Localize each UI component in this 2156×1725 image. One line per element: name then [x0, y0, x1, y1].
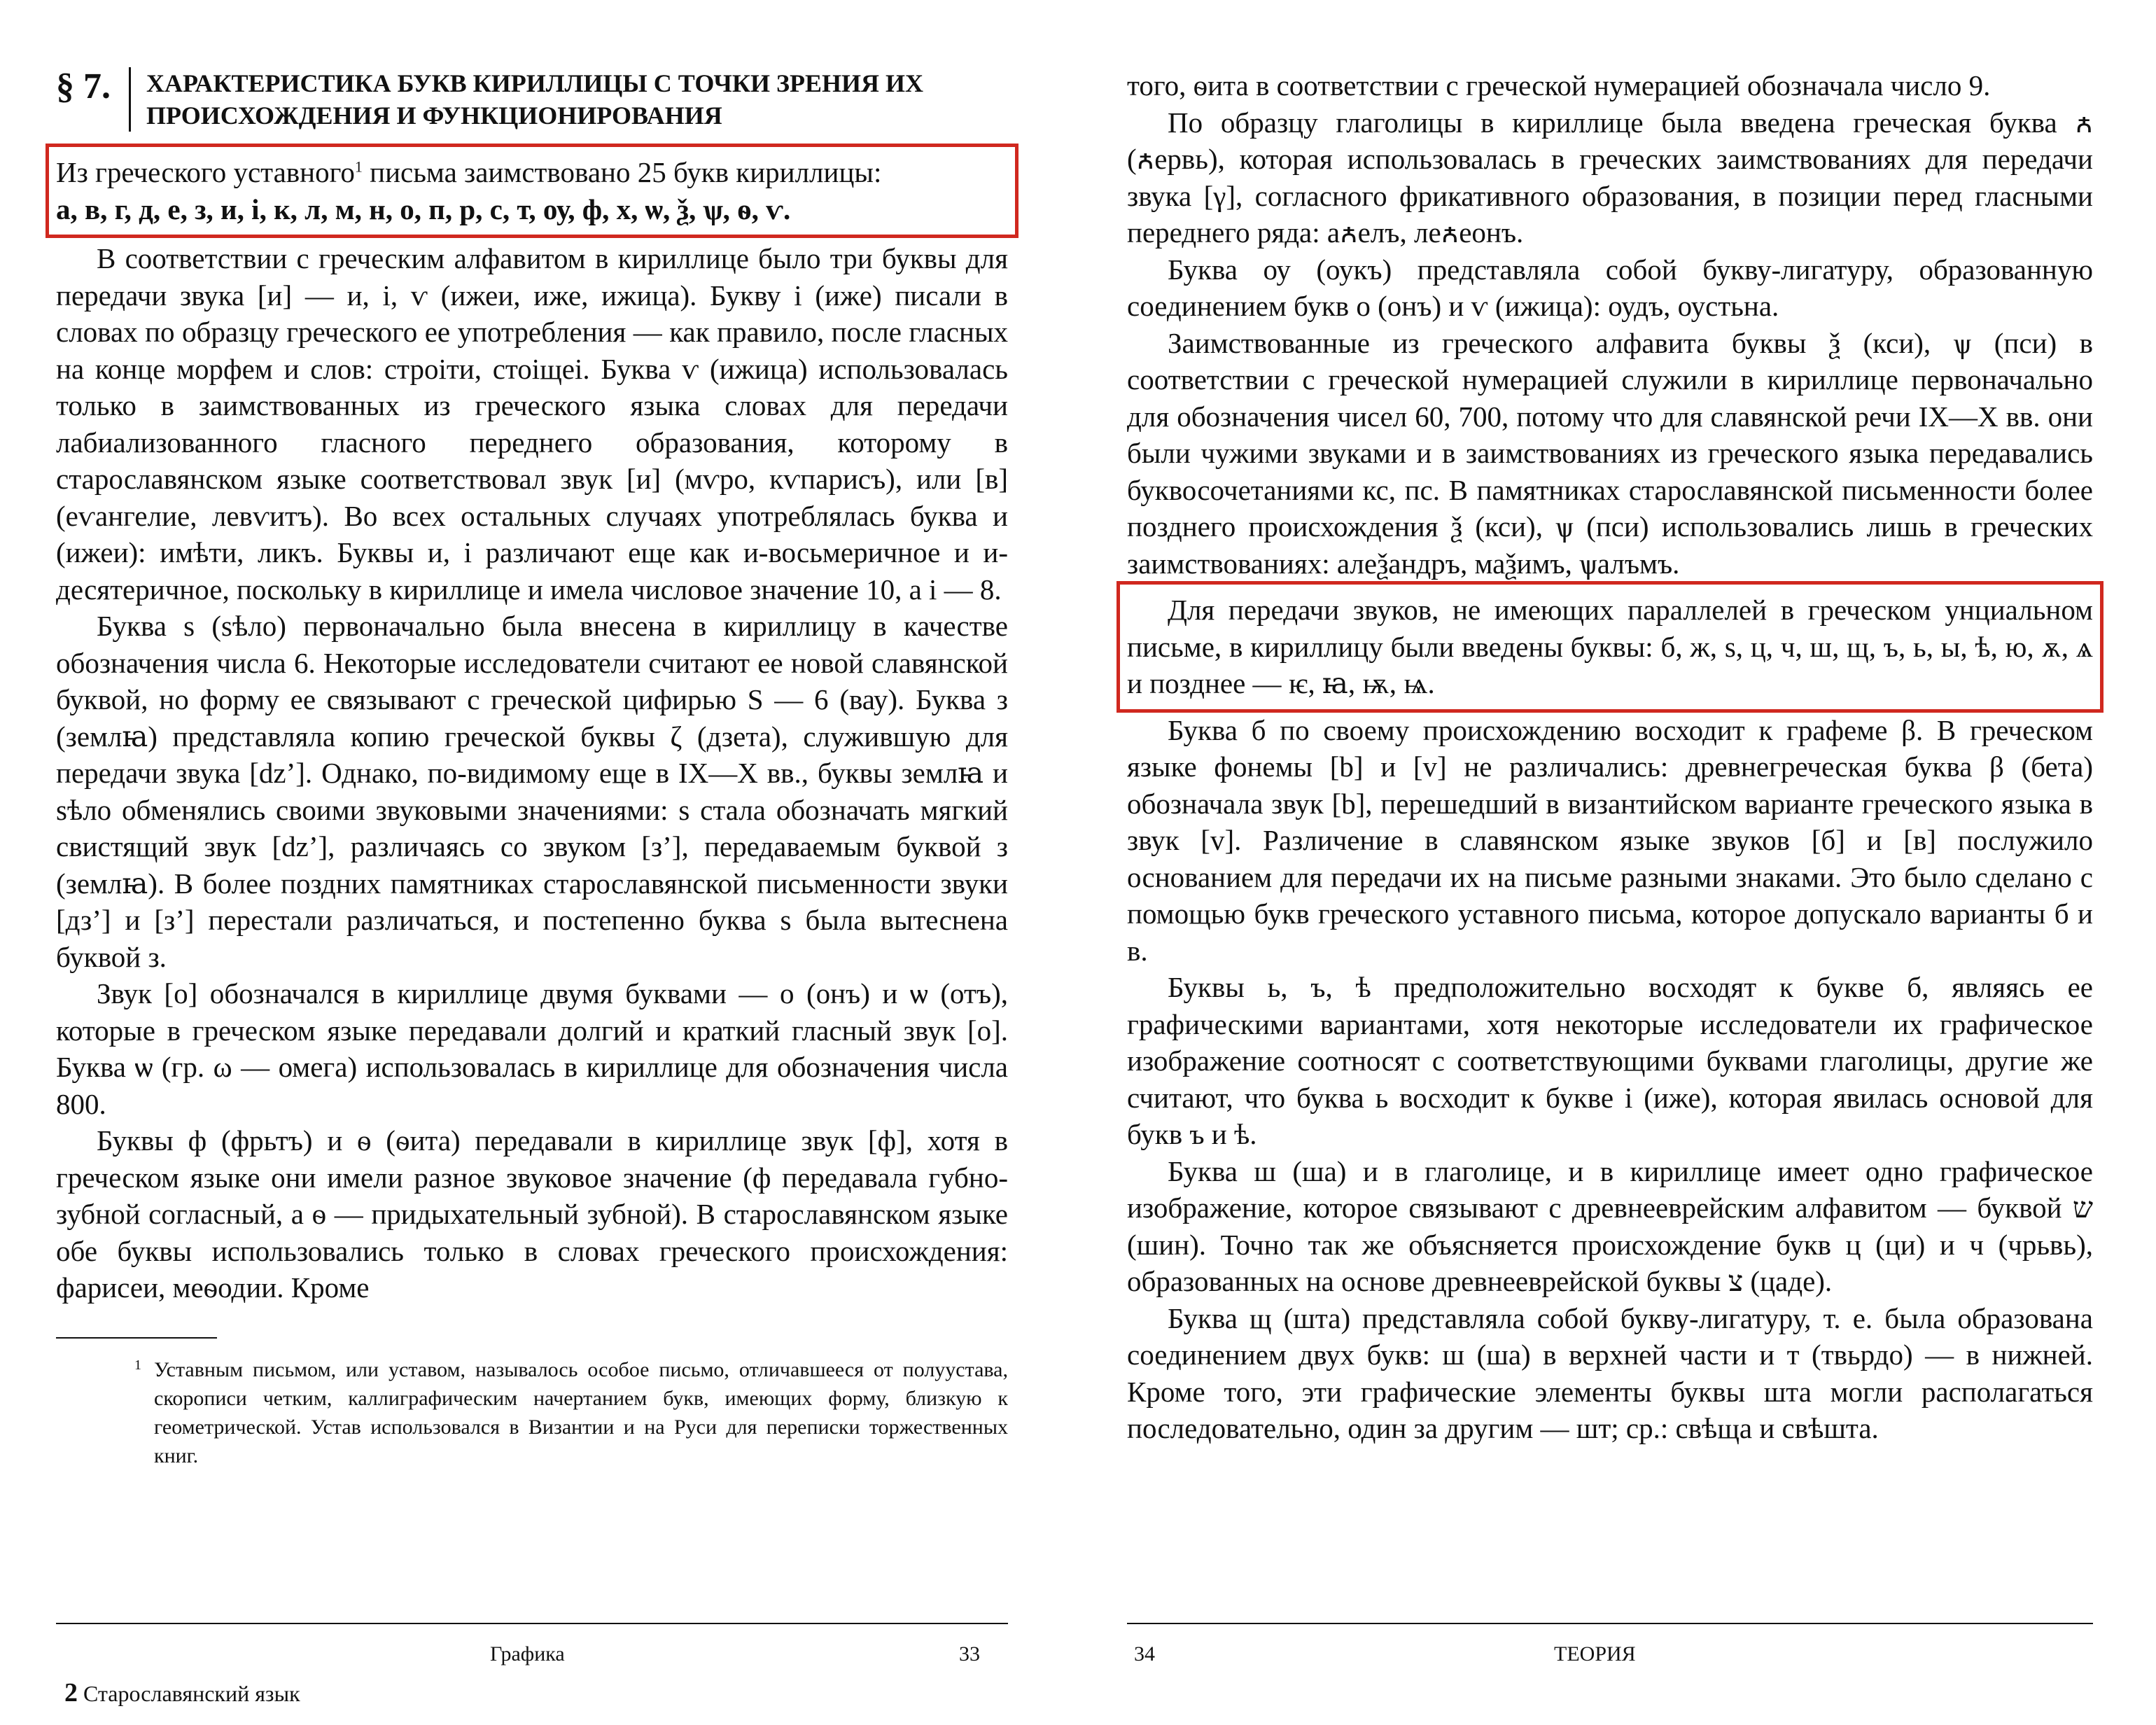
footnote: [56, 1355, 1008, 1470]
page-number: 34: [1134, 1642, 1155, 1665]
paragraph-shta: Буква щ (шта) представляла собой букву-лигатуру, т. е. была образована соединением двух букв: ш (ша) в верхней части и т (твьрдо) — в нижней. Кроме того, эти графические элементы буквы шта могли располагаться последовательно, один за другим — шт; ср.: свѣща и свѣшта.: [1127, 1301, 2093, 1444]
paragraph-o-sound: Звук [о] обозначался в кириллице двумя буквами — о (онъ) и ѡ (отъ), которые в греческом языке передавали долгий и краткий гласный звук [о]. Буква ѡ (гр. ω — омега) использовалась в кириллице для обозначения числа 800.: [56, 977, 1008, 1120]
signature-number: 2: [64, 1678, 78, 1707]
printer-signature: [64, 1677, 300, 1708]
paragraph-new-letters: Для передачи звуков, не имеющих параллелей в греческом унциальном письме, в кириллицу были введены буквы: б, ж, ѕ, ц, ч, ш, щ, ъ, ь, ы, ѣ, ю, ѫ, ѧ и позднее — ѥ, ꙗ, ѭ, ѩ.: [1127, 594, 2093, 699]
running-title: Графика: [490, 1642, 565, 1665]
paragraph-text: Из греческого уставного: [56, 156, 355, 188]
paragraph-uk: Буква оу (оукъ) представляла собой букву-лигатуру, образованную соединением букв о (онъ) и ѵ (ижица): оудъ, оустьна.: [1127, 253, 2093, 322]
section-title: ХАРАКТЕРИСТИКА БУКВ КИРИЛЛИЦЫ С ТОЧКИ ЗРЕНИЯ ИХ ПРОИСХОЖДЕНИЯ И ФУНКЦИОНИРОВАНИЯ: [129, 67, 1008, 132]
paragraph-borrowed-letters: [56, 154, 1008, 191]
page-number: 33: [959, 1642, 980, 1665]
right-page: [1127, 67, 2093, 1447]
signature-text: Старославянский язык: [83, 1681, 300, 1706]
highlight-box-borrowed-letters: [56, 154, 1008, 228]
section-number: § 7.: [56, 67, 111, 106]
paragraph-ksi-psi: Заимствованные из греческого алфавита буквы ѯ (кси), ѱ (пси) в соответствии с греческой нумерацией служили в кириллице первоначально для обозначения чисел 60, 700, потому что для славянской речи IX—X вв. они были чужими звуками и в заимствованиях из греческого языка передавались буквосочетаниями кс, пс. В памятниках старославянской письменности более позднего происхождения ѯ (кси), ѱ (пси) использовались лишь в греческих заимствованиях: алеѯандръ, маѯимъ, ѱалъмъ.: [1127, 326, 2093, 580]
borrowed-letters-list: а, в, г, д, е, з, и, і, к, л, м, н, о, п, р, с, т, оу, ф, х, ѡ, ѯ, ѱ, ѳ, ѵ.: [56, 193, 791, 225]
left-page-footer: [56, 1623, 1008, 1666]
paragraph-fita-continued: того, ѳита в соответствии с греческой нумерацией обозначала число 9.: [1127, 69, 1991, 102]
footnote-ref: 1: [354, 158, 363, 176]
footnote-rule: [56, 1337, 217, 1339]
footnote-text: Уставным письмом, или уставом, называлось особое письмо, отличавшееся от полуустава, скорописи четким, каллиграфическим начертанием букв, имеющих форму, близкую к геометрической. Устав использовался в Византии и на Руси для переписки торжественных книг.: [154, 1357, 1008, 1467]
footnote-mark: 1: [134, 1357, 141, 1373]
paragraph-gerv: По образцу глаголицы в кириллице была введена греческая буква ꙉ (ꙉервь), которая использовалась в греческих заимствованиях для передачи звука [γ], согласного фрикативного образования, в позиции перед гласными переднего ряда: аꙉелъ, леꙉеонъ.: [1127, 106, 2093, 249]
paragraph-sha: Буква ш (ша) и в глаголице, и в кириллице имеет одно графическое изображение, которое связывают с древнееврейским алфавитом — буквой ש (шин). Точно так же объясняется происхождение букв ц (ци) и ч (чрьвь), образованных на основе древнееврейской буквы צ (цаде).: [1127, 1154, 2093, 1297]
running-title: ТЕОРИЯ: [1554, 1642, 1636, 1665]
paragraph-text: письма заимствовано 25 букв кириллицы:: [362, 156, 882, 188]
highlight-box-new-letters: [1127, 592, 2093, 702]
paragraph-i-sound: В соответствии с греческим алфавитом в кириллице было три буквы для передачи звука [и] — и, і, ѵ (ижеи, иже, ижица). Букву і (иже) писали в словах по образцу греческого ее употребления — как правило, после гласных на конце морфем и слов: строіти, стоіщеі. Буква ѵ (ижица) использовалась только в заимствованных из греческого языка словах для передачи лабиализованного гласного переднего образования, которому в старославянском языке соответствовал звук [и] (мѵро, кѵпарисъ), или [в] (еѵангелие, левѵитъ). Во всех остальных случаях употреблялась буква и (ижеи): имѣти, ликъ. Буквы и, і различают еще как и-восьмеричное и и-десятеричное, поскольку в кириллице и имела числовое значение 10, а і — 8.: [56, 242, 1008, 606]
paragraph-f-sound: Буквы ф (фрьтъ) и ѳ (ѳита) передавали в кириллице звук [ф], хотя в греческом языке они имели разное звуковое значение (ф передавала губно-зубной согласный, а ѳ — придыхательный зубной). В старославянском языке обе буквы использовались только в словах греческого происхождения: фарисеи, меѳодии. Кроме: [56, 1124, 1008, 1304]
paragraph-dzelo: Буква ѕ (ѕѣло) первоначально была внесена в кириллицу в качестве обозначения числа 6. Некоторые исследователи считают ее новой славянской буквой, но форму ее связывают с греческой цифирью S — 6 (вау). Буква з (землꙗ) представляла копию греческой буквы ζ (дзета), служившую для передачи звука [dz’]. Однако, по-видимому еще в IX—X вв., буквы землꙗ и ѕѣло обменялись своими звуковыми значениями: ѕ стала обозначать мягкий свистящий звук [dz’], различаясь со звуком [з’], передаваемым буквой з (землꙗ). В более поздних памятниках старославянской письменности звуки [дз’] и [з’] перестали различаться, и постепенно буква ѕ была вытеснена буквой з.: [56, 610, 1008, 973]
right-page-footer: [1127, 1623, 2093, 1666]
paragraph-buki: Буква б по своему происхождению восходит к графеме β. В греческом языке фонемы [b] и [v] не различались: древнегреческая буква β (бета) обозначала звук [b], перешедший в византийском варианте греческого языка в звук [v]. Различение в славянском языке звуков [б] и [в] послужило основанием для передачи их на письме разными знаками. Это было сделано с помощью букв греческого уставного письма, которое допускало варианты б и в.: [1127, 713, 2093, 967]
paragraph-yer-yat: Буквы ь, ъ, ѣ предположительно восходят к букве б, являясь ее графическими вариантами, хотя некоторые исследователи их графическое изображение соотносят с соответствующими буквами глаголицы, другие же считают, что буква ь восходит к букве і (иже), которая явилась основой для букв ъ и ѣ.: [1127, 971, 2093, 1150]
left-page: [56, 67, 1008, 1470]
section-heading: [56, 67, 1008, 132]
